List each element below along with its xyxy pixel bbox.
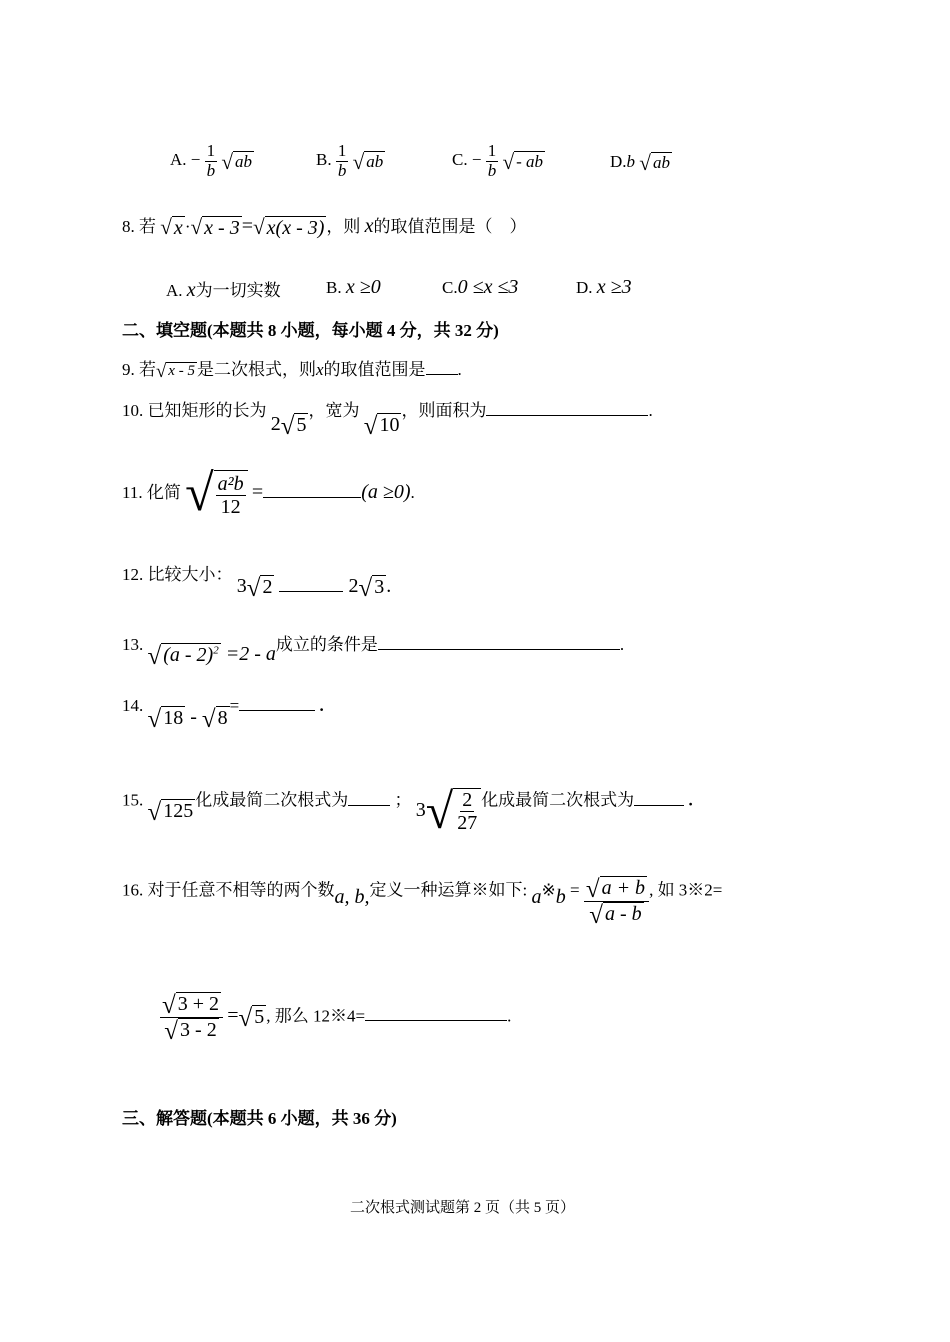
numerator (160, 992, 223, 1018)
radicand: 8 (217, 707, 228, 729)
radicand: 125 (163, 799, 194, 822)
coefficient: 3 (415, 798, 426, 821)
sqrt: √ 3 - 2 (164, 1018, 217, 1045)
radicand: - ab (516, 151, 544, 171)
q8-option-b (326, 276, 381, 299)
denominator: 27 (457, 812, 478, 834)
denominator: b (337, 160, 347, 180)
radicand: x - 3 (204, 217, 240, 240)
q7-option-a (170, 142, 254, 180)
option-expr: x ≥0 (345, 276, 381, 298)
option-label: D. (610, 152, 627, 171)
question-number: 9. (122, 360, 135, 379)
option-expr: x ≥3 (596, 276, 632, 298)
answer-blank[interactable] (365, 1020, 507, 1021)
q9 (122, 355, 462, 380)
radicand: 3 (374, 575, 385, 598)
text: 化简 (146, 482, 181, 502)
sqrt: √ $\frac{\text{a²b}}{12}$ (185, 470, 248, 518)
exponent: 2 (213, 644, 219, 657)
radicand: a - b (604, 903, 642, 925)
question-number: 13. (122, 635, 144, 654)
answer-blank[interactable] (239, 710, 315, 711)
variable-b: b (555, 886, 566, 909)
semicolon: ； (394, 790, 412, 810)
q8-option-c (442, 276, 518, 299)
base: (a - 2) (163, 643, 214, 666)
text: 若 (139, 360, 156, 379)
fraction (455, 789, 479, 834)
coefficient: 2 (270, 413, 281, 435)
equals: = (251, 480, 264, 503)
text: ，则面积为 (401, 401, 487, 420)
radicand: 18 (163, 707, 184, 729)
question-number: 12. (122, 565, 144, 584)
denominator (162, 1018, 220, 1043)
option-text: 为一切实数 (195, 281, 281, 300)
sqrt: √ 18 (147, 706, 184, 733)
sqrt: √ 5 (280, 412, 307, 440)
radicand: 2 (262, 575, 273, 598)
option-label: C. (442, 278, 458, 297)
radicand: ab (652, 153, 670, 173)
sqrt: √ x (160, 215, 183, 240)
sqrt: √ 3 (358, 574, 385, 602)
equals: = (227, 1004, 239, 1027)
numerator (584, 876, 649, 902)
option-label: C. (452, 150, 468, 170)
answer-blank[interactable] (279, 591, 343, 592)
equals: = (569, 880, 580, 900)
option-label: B. (326, 278, 342, 297)
period: . (507, 1006, 512, 1026)
expr (147, 706, 230, 733)
section-2-title: 二、填空题(本题共 8 小题，每小题 4 分，共 32 分) (122, 321, 499, 340)
sqrt: √ a - b (589, 902, 642, 929)
coefficient: b (626, 152, 636, 171)
compare-expr (236, 574, 392, 602)
text: , 如 3※2= (649, 880, 723, 900)
sqrt: √ 5 (238, 1005, 265, 1032)
fraction (486, 142, 499, 180)
minus-sign: − (190, 150, 201, 170)
text: ，则 (326, 217, 361, 236)
radicand: 3 + 2 (177, 993, 220, 1015)
question-number: 11. (122, 482, 143, 502)
dot: · (184, 217, 191, 236)
equals: = (229, 696, 240, 716)
operator: ※ (541, 880, 556, 900)
condition: (a ≥0) (361, 480, 411, 503)
page-footer: 二次根式测试题第 2 页（共 5 页） (350, 1200, 576, 1216)
radicand: 10 (379, 413, 400, 436)
text: 化成最简二次根式为 (195, 790, 349, 810)
sqrt: √ x - 5 (156, 360, 195, 382)
fraction (205, 142, 218, 180)
expr-2sqrt5 (270, 412, 309, 440)
variable: x (315, 360, 324, 379)
sqrt: √ 125 (147, 798, 194, 826)
text: , 那么 12※4= (266, 1006, 366, 1026)
text: 比较大小： (147, 565, 233, 584)
expr-sqrt10 (363, 412, 402, 440)
text: 若 (139, 217, 156, 236)
period: . (410, 482, 415, 502)
coefficient: 2 (348, 575, 359, 597)
sqrt: √ (a - 2)$^2$ (147, 642, 219, 670)
minus-sign: − (471, 150, 482, 170)
radicand: x (173, 217, 183, 240)
text: 对于任意不相等的两个数 (147, 880, 335, 900)
numerator: 1 (487, 141, 497, 160)
answer-blank[interactable] (634, 805, 684, 806)
period: . (319, 696, 324, 716)
sqrt: √ ab (221, 149, 253, 174)
q16-line2 (160, 992, 511, 1043)
option-label: B. (316, 150, 332, 170)
period: . (386, 575, 392, 597)
numerator: 1 (337, 141, 347, 160)
numerator: a²b (217, 473, 244, 495)
answer-blank[interactable] (486, 415, 648, 416)
q7-option-b (316, 142, 385, 180)
q11 (122, 465, 415, 522)
sqrt: √ x - 3 (190, 215, 240, 240)
fraction (216, 473, 246, 518)
fraction (160, 992, 223, 1043)
q10 (122, 396, 653, 440)
period: . (457, 360, 462, 379)
radicand: 5 (296, 413, 307, 436)
text: ，宽为 (308, 401, 360, 420)
radicand: 3 - 2 (180, 1019, 217, 1041)
expr-3sqrt-frac (415, 783, 481, 839)
sqrt: √ - ab (502, 149, 544, 174)
variable-a: a (531, 886, 542, 909)
fraction (336, 142, 349, 180)
question-number: 8. (122, 217, 135, 236)
minus-sign: - (190, 706, 197, 729)
rhs: =2 - a (225, 643, 276, 665)
coefficient: 3 (236, 575, 247, 597)
text: 的取值范围是（ ） (373, 217, 527, 236)
text: 的取值范围是 (323, 360, 426, 379)
sqrt: √ 3 + 2 (162, 992, 220, 1019)
option-expr: 0 ≤x ≤3 (457, 276, 519, 298)
q8-stem (122, 212, 527, 240)
answer-blank[interactable] (426, 374, 458, 375)
radicand: x(x - 3) (266, 217, 325, 240)
variable: x (186, 279, 196, 301)
text: 是二次根式，则 (196, 360, 316, 379)
question-number: 16. (122, 880, 144, 900)
q7-option-d (610, 152, 672, 174)
sqrt: √ 10 (363, 412, 400, 440)
denominator: b (206, 160, 216, 180)
radicand: 5 (254, 1006, 265, 1028)
sqrt: √ a + b (585, 876, 646, 903)
radicand: ab (235, 151, 253, 171)
expr-sqrt125 (147, 798, 196, 826)
text: 定义一种运算※如下: (369, 880, 528, 900)
q13 (122, 630, 625, 670)
radicand: a + b (601, 877, 646, 899)
sqrt: √ x(x - 3) (252, 215, 325, 240)
radicand: ab (366, 151, 384, 171)
q8-option-d (576, 276, 632, 299)
sqrt: √ ab (352, 149, 384, 174)
numerator: 2 (462, 789, 473, 811)
answer-blank[interactable] (263, 497, 361, 498)
q8-option-a (166, 276, 281, 302)
denominator: 12 (220, 496, 241, 518)
q7-option-c (452, 142, 545, 180)
q12 (122, 560, 392, 602)
text: 已知矩形的长为 (147, 401, 267, 420)
option-label: A. (166, 281, 183, 300)
denominator: b (487, 160, 497, 180)
q15 (122, 778, 693, 839)
radicand: x - 5 (168, 362, 195, 379)
answer-blank[interactable] (378, 649, 620, 650)
radicand (161, 643, 220, 668)
q14 (122, 694, 324, 733)
equals: = (241, 215, 253, 237)
question-number: 14. (122, 696, 144, 716)
period: . (688, 790, 693, 810)
variable: x (364, 215, 374, 237)
text: 成立的条件是 (275, 635, 378, 654)
text: 化成最简二次根式为 (481, 790, 635, 810)
answer-blank[interactable] (348, 805, 390, 806)
fraction (584, 876, 649, 927)
sqrt: √ 2 (246, 574, 273, 602)
numerator: 1 (206, 141, 216, 160)
question-number: 15. (122, 790, 144, 810)
option-label: A. (170, 150, 187, 170)
period: . (648, 401, 653, 420)
variables: a, b, (334, 886, 370, 909)
sqrt: √ $\frac{2}{27}$ (426, 788, 481, 834)
sqrt: √ 8 (201, 706, 228, 733)
expr (147, 642, 276, 670)
period: . (619, 635, 625, 654)
sqrt: √ ab (639, 151, 670, 176)
denominator (587, 902, 645, 927)
q16-line1 (122, 866, 723, 929)
section-3-title: 三、解答题(本题共 6 小题，共 36 分) (122, 1109, 397, 1128)
option-label: D. (576, 278, 593, 297)
question-number: 10. (122, 401, 144, 420)
